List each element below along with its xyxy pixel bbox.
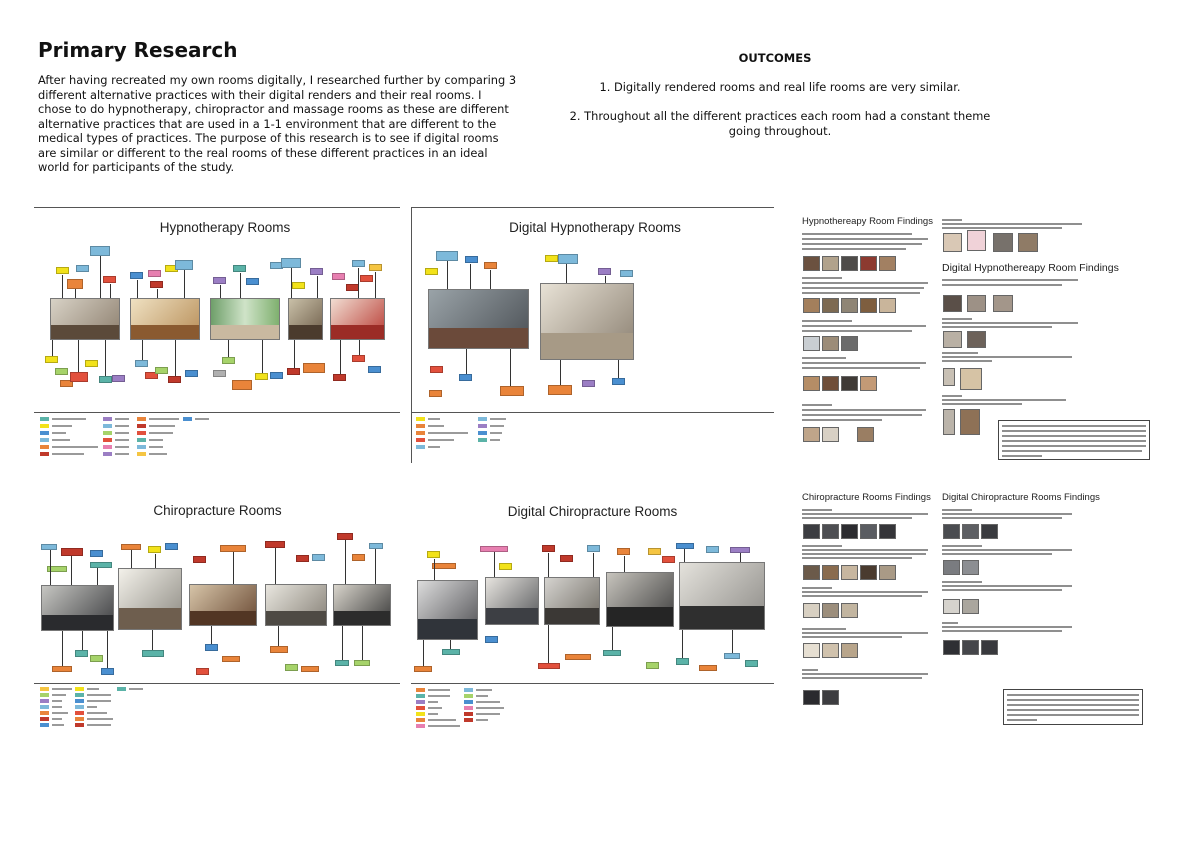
leader-line [78, 340, 79, 372]
label-tag [270, 372, 283, 379]
label-tag [745, 660, 758, 667]
label-tag [598, 268, 611, 275]
label-tag [142, 650, 164, 657]
label-tag [175, 260, 193, 270]
leader-line [262, 340, 263, 373]
leader-line [423, 640, 424, 666]
leader-line [612, 627, 613, 650]
leader-line [105, 340, 106, 376]
label-tag [368, 366, 381, 373]
label-tag [85, 360, 98, 367]
label-tag [612, 378, 625, 385]
leader-line [375, 272, 376, 298]
leader-line [220, 285, 221, 298]
findings-title-hypnotherapy: Hypnothereapy Room Findings [802, 216, 933, 227]
label-tag [285, 664, 298, 671]
label-tag [255, 373, 268, 380]
divider [411, 412, 774, 413]
room-photo [210, 298, 280, 340]
leader-line [548, 625, 549, 663]
leader-line [71, 556, 72, 585]
leader-line [494, 552, 495, 577]
leader-line [62, 275, 63, 298]
label-tag [332, 273, 345, 280]
findings-title-digital-chiropracture: Digital Chiropracture Rooms Findings [942, 492, 1100, 503]
label-tag [168, 376, 181, 383]
label-tag [484, 262, 497, 269]
label-tag [265, 541, 285, 548]
leader-line [291, 268, 292, 298]
outcome-item-2: 2. Throughout all the different practices each room had a constant theme going throughout. [569, 109, 991, 138]
leader-line [624, 556, 625, 572]
label-tag [193, 556, 206, 563]
label-tag [112, 375, 125, 382]
label-tag [662, 556, 675, 563]
leader-line [142, 340, 143, 360]
label-tag [90, 655, 103, 662]
label-tag [61, 548, 83, 556]
render-photo [485, 577, 539, 625]
leader-line [490, 270, 491, 289]
label-tag [220, 545, 246, 552]
findings-summary-box-chiropracture [1003, 689, 1143, 725]
label-tag [101, 668, 114, 675]
label-tag [425, 268, 438, 275]
room-photo [41, 585, 114, 631]
divider [411, 207, 412, 463]
leader-line [682, 630, 683, 658]
label-tag [548, 385, 572, 395]
label-tag [436, 251, 458, 261]
leader-line [294, 340, 295, 368]
leader-line [566, 264, 567, 283]
leader-line [510, 349, 511, 386]
leader-line [732, 630, 733, 653]
leader-line [450, 640, 451, 649]
label-tag [270, 646, 288, 653]
label-tag [303, 363, 325, 373]
label-tag [676, 658, 689, 665]
label-tag [432, 563, 456, 569]
label-tag [185, 370, 198, 377]
label-tag [500, 386, 524, 396]
leader-line [359, 340, 360, 355]
label-tag [292, 282, 305, 289]
room-photo [189, 584, 257, 626]
label-tag [333, 374, 346, 381]
render-photo [679, 562, 765, 630]
label-tag [337, 533, 353, 540]
divider [411, 683, 774, 684]
leader-line [50, 550, 51, 585]
label-tag [222, 357, 235, 364]
label-tag [414, 666, 432, 672]
label-tag [648, 548, 661, 555]
label-tag [45, 356, 58, 363]
label-tag [148, 270, 161, 277]
divider [34, 412, 400, 413]
leader-line [358, 268, 359, 298]
leader-line [275, 548, 276, 584]
label-tag [360, 275, 373, 282]
findings-summary-box-hypnotherapy [998, 420, 1150, 460]
leader-line [278, 626, 279, 646]
leader-line [740, 553, 741, 562]
room-photo [288, 298, 323, 340]
room-photo [118, 568, 182, 630]
label-tag [222, 656, 240, 662]
render-photo [606, 572, 674, 627]
leader-line [175, 340, 176, 376]
leader-line [317, 276, 318, 298]
leader-line [75, 289, 76, 298]
leader-line [593, 553, 594, 577]
label-tag [354, 660, 370, 666]
label-tag [67, 279, 83, 289]
label-tag [90, 246, 110, 256]
outcomes-heading: OUTCOMES [738, 51, 812, 65]
divider [411, 207, 774, 208]
label-tag [130, 272, 143, 279]
label-tag [155, 367, 168, 374]
leader-line [211, 626, 212, 644]
leader-line [340, 340, 341, 374]
leader-line [684, 549, 685, 562]
render-photo [540, 283, 634, 360]
leader-line [434, 559, 435, 580]
label-tag [587, 545, 600, 552]
findings-title-digital-hypnotherapy: Digital Hypnothereapy Room Findings [942, 262, 1119, 274]
label-tag [485, 636, 498, 643]
label-tag [335, 660, 349, 666]
label-tag [56, 267, 69, 274]
label-tag [76, 265, 89, 272]
label-tag [281, 258, 301, 268]
label-tag [545, 255, 558, 262]
label-tag [52, 666, 72, 672]
label-tag [135, 360, 148, 367]
leader-line [107, 631, 108, 668]
label-tag [565, 654, 591, 660]
findings-title-chiropracture: Chiropracture Rooms Findings [802, 492, 931, 503]
room-photo [50, 298, 120, 340]
render-photo [428, 289, 529, 349]
leader-line [137, 280, 138, 298]
room-photo [333, 584, 391, 626]
label-tag [296, 555, 309, 562]
leader-line [470, 264, 471, 289]
leader-line [233, 552, 234, 584]
leader-line [447, 261, 448, 289]
outcome-item-1: 1. Digitally rendered rooms and real life rooms are very similar. [599, 80, 961, 94]
label-tag [558, 254, 578, 264]
panel-title-chiropracture: Chiropracture Rooms [153, 503, 282, 518]
panel-title-digital-hypnotherapy: Digital Hypnotherapy Rooms [509, 220, 681, 235]
label-tag [75, 650, 88, 657]
label-tag [499, 563, 512, 570]
panel-title-hypnotherapy: Hypnotherapy Rooms [159, 220, 291, 235]
leader-line [618, 360, 619, 378]
label-tag [205, 644, 218, 651]
label-tag [429, 390, 442, 397]
leader-line [548, 553, 549, 577]
label-tag [90, 550, 103, 557]
label-tag [90, 562, 112, 568]
leader-line [100, 256, 101, 298]
leader-line [62, 631, 63, 666]
leader-line [97, 568, 98, 585]
label-tag [699, 665, 717, 671]
leader-line [82, 631, 83, 650]
room-photo [265, 584, 327, 626]
label-tag [352, 554, 365, 561]
leader-line [240, 273, 241, 298]
label-tag [312, 554, 325, 561]
label-tag [442, 649, 460, 655]
label-tag [620, 270, 633, 277]
leader-line [155, 554, 156, 568]
render-photo [544, 577, 600, 625]
label-tag [301, 666, 319, 672]
divider [34, 207, 400, 208]
label-tag [41, 544, 57, 550]
label-tag [99, 376, 112, 383]
leader-line [362, 626, 363, 660]
intro-paragraph: After having recreated my own rooms digitally, I researched further by comparing 3 different alternative practices with their digital renders and their real rooms. I chose to do hypnotherapy, chiropractor and massage rooms as these are different alternative practices that are used in a 1-1 environment that are different to the medical types of practices. The purpose of this research is to see if digital rooms are similar or different to the real rooms of these different practices in an ideal world for participants of the study. [38, 73, 517, 174]
leader-line [157, 289, 158, 298]
label-tag [310, 268, 323, 275]
label-tag [603, 650, 621, 656]
label-tag [706, 546, 719, 553]
divider [34, 683, 400, 684]
label-tag [213, 277, 226, 284]
panel-title-digital-chiropracture: Digital Chiropracture Rooms [507, 504, 678, 519]
label-tag [233, 265, 246, 272]
label-tag [676, 543, 694, 549]
label-tag [465, 256, 478, 263]
page-title: Primary Research [38, 38, 238, 62]
label-tag [646, 662, 659, 669]
label-tag [165, 543, 178, 550]
leader-line [52, 340, 53, 356]
leader-line [375, 549, 376, 584]
label-tag [582, 380, 595, 387]
label-tag [724, 653, 740, 659]
label-tag [542, 545, 555, 552]
label-tag [538, 663, 560, 669]
leader-line [184, 270, 185, 298]
label-tag [369, 264, 382, 271]
room-photo [330, 298, 385, 340]
label-tag [196, 668, 209, 675]
label-tag [246, 278, 259, 285]
label-tag [287, 368, 300, 375]
leader-line [152, 630, 153, 650]
render-photo [417, 580, 478, 640]
leader-line [605, 276, 606, 283]
label-tag [232, 380, 252, 390]
label-tag [352, 260, 365, 267]
label-tag [430, 366, 443, 373]
label-tag [459, 374, 472, 381]
room-photo [130, 298, 200, 340]
label-tag [352, 355, 365, 362]
leader-line [560, 360, 561, 385]
leader-line [466, 349, 467, 374]
label-tag [369, 543, 383, 549]
label-tag [70, 372, 88, 382]
label-tag [55, 368, 68, 375]
leader-line [228, 340, 229, 357]
leader-line [131, 550, 132, 568]
leader-line [342, 626, 343, 660]
leader-line [110, 284, 111, 298]
leader-line [345, 540, 346, 584]
label-tag [150, 281, 163, 288]
label-tag [148, 546, 161, 553]
label-tag [560, 555, 573, 562]
label-tag [213, 370, 226, 377]
label-tag [103, 276, 116, 283]
label-tag [427, 551, 440, 558]
label-tag [617, 548, 630, 555]
